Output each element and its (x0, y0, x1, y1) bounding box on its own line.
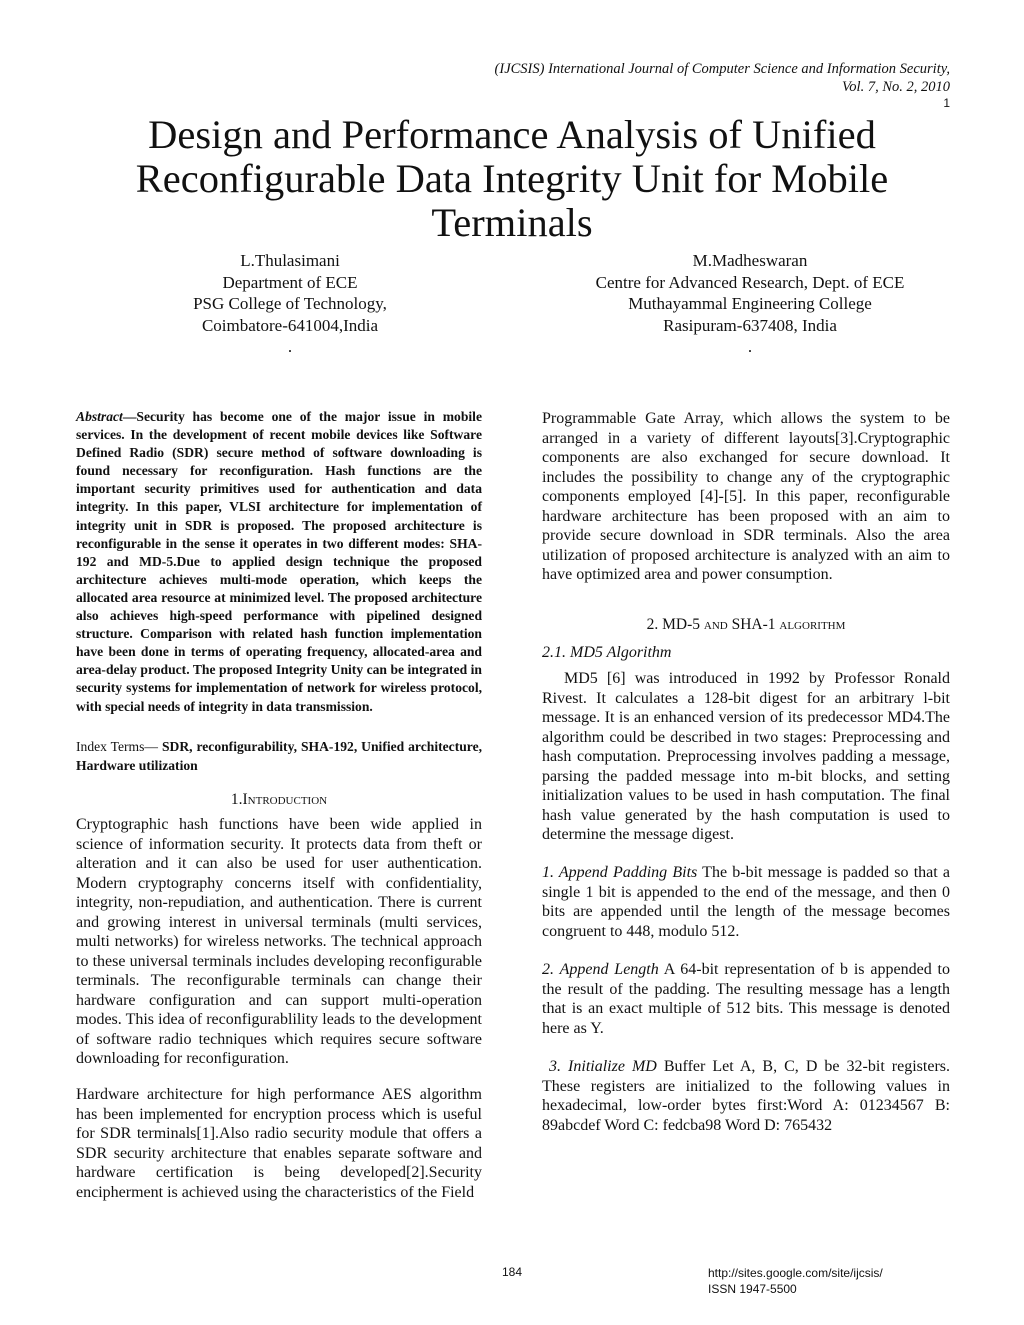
section-2-heading-part: 2. MD-5 (646, 616, 700, 633)
page-mark: 1 (943, 96, 950, 110)
author-department: Department of ECE (222, 272, 358, 292)
step-title: 2. Append Length (542, 961, 659, 978)
author-dot: . (287, 337, 293, 356)
index-terms-label: Index Terms— (76, 739, 159, 754)
step-title: 3. Initialize MD (549, 1058, 657, 1075)
subsection-heading: 2.1. MD5 Algorithm (542, 644, 672, 661)
step-append-length (542, 960, 950, 1038)
abstract-text: —Security has become one of the major issue in mobile services. In the development of recent mobile devices like Software Defined Radio (SDR) secure method of software downloading is found necessary for reconfiguration. Hash functions are the important security primitives used for authentication and data integrity. In this paper, VLSI architecture for implementation of integrity unit in SDR is proposed. The proposed architecture is reconfigurable in the sense it operates in two different modes: SHA-192 and MD-5.Due to applied design technique the proposed architecture achieves multi-mode operation, which keeps the allocated area resource at minimized level. The proposed architecture also achieves high-speed performance with pipelined designed structure. Comparison with related hash function implementation have been done in terms of operating frequency, allocated-area and area-delay product. The proposed Integrity Unity can be integrated in security systems for implementation of network for wireless protocol, with special needs of integrity in data transmission. (76, 409, 482, 714)
author-location: Rasipuram-637408, India (663, 315, 837, 335)
step-text: The b-bit message is padded so that a single 1 bit is appended to the end of the message, and then 0 bits are appended until the length of the message becomes congruent to 448, modulo 512. (542, 864, 951, 940)
author-name: M.Madheswaran (692, 251, 808, 270)
author-location: Coimbatore-641004,India (201, 315, 379, 335)
introduction-heading: 1.Introduction (230, 791, 328, 808)
author-institution: PSG College of Technology, (193, 294, 387, 313)
step-append-padding (542, 863, 950, 941)
footer-info (708, 1265, 948, 1297)
introduction-paragraph-1: Cryptographic hash functions have been wide applied in science of information security. It protects data from theft or alteration and it can also be used for user authentication. Modern cryptography concerns itself with confidentiality, integrity, non-repudiation, and authentication. There is current and growing interest in universal terminals (multi services, multi networks) for wireless networks. The technical approach to these universal terminals includes developing reconfigurable terminals. The reconfigurable terminals can change their hardware configuration and can support multi-operation modes. This idea of reconfigurablility leads to the development of software radio techniques which requires secure software downloading for reconfiguration. (76, 816, 482, 1067)
introduction-paragraph-2: Hardware architecture for high performance AES algorithm has been implemented for encryption process which is useful for SDR terminals[1].Also radio security module that offers a SDR security architecture that enables separate software and hardware certification is being developed[2].Security encipherment is achieved using the characteristics of the Field (76, 1086, 482, 1201)
abstract-label: Abstract (76, 409, 123, 424)
step-text: Buffer Let A, B, C, D be 32-bit registers. These registers are initialized to the following values in hexadecimal, low-order bytes first:Word A: 01234567 B: 89abcdef Word C: fedcba98 Word D: 765432 (542, 1058, 950, 1134)
author-block-1 (110, 250, 470, 358)
md5-paragraph-text: MD5 [6] was introduced in 1992 by Professor Ronald Rivest. It calculates a 128-bit digest for an arbitrary l-bit message. It is an enhanced version of its predecessor MD4.The algorithm could be described in two stages: Preprocessing and hash computation. Preprocessing involves padding a message, parsing the padded message into m-bit blocks, and setting initialization values to be used in hash computation. The final hash value generated by the hash computation is used to determine the message digest. (542, 670, 950, 843)
index-terms-list: SDR, reconfigurability, SHA-192, Unified architecture, Hardware utilization (76, 739, 482, 773)
author-dot: . (747, 337, 753, 356)
paper-title: Design and Performance Analysis of Unified Reconfigurable Data Integrity Unit for Mobile Terminals (135, 112, 889, 245)
md5-paragraph (542, 669, 950, 845)
page-number: 184 (501, 1265, 523, 1279)
journal-header (380, 60, 950, 96)
journal-volume: Vol. 7, No. 2, 2010 (842, 79, 950, 95)
section-2-heading-part: SHA-1 (731, 616, 776, 633)
step-title: 1. Append Padding Bits (542, 864, 698, 881)
abstract (76, 408, 482, 716)
author-block-2 (555, 250, 945, 358)
issn: ISSN 1947-5500 (708, 1282, 797, 1296)
step-text: A 64-bit representation of b is appended to the result of the padding. The resulting message has a length that is an exact multiple of 512 bits. This message is denoted here as Y. (542, 961, 950, 1037)
section-2-heading-part: algorithm (779, 616, 846, 633)
journal-name: (IJCSIS) International Journal of Computer Science and Information Security, (494, 61, 950, 77)
step-initialize-md (542, 1057, 950, 1135)
introduction-paragraph-3: Programmable Gate Array, which allows the system to be arranged in a variety of different layouts[3].Cryptographic components are also exchanged for secure download. It includes the possibility to change any of the cryptographic components employed [4]-[5]. In this paper, reconfigurable hardware architecture has been proposed with an aim to provide secure download in SDR terminals. Also the area utilization of proposed architecture is analyzed with an aim to have optimized area and power consumption. (542, 410, 950, 583)
index-terms (76, 738, 482, 775)
journal-url[interactable]: http://sites.google.com/site/ijcsis/ (708, 1266, 883, 1280)
section-2-heading (542, 615, 950, 635)
section-2-heading-part: and (703, 616, 728, 633)
author-department: Centre for Advanced Research, Dept. of ECE (595, 272, 905, 292)
author-institution: Muthayammal Engineering College (628, 294, 872, 313)
author-name: L.Thulasimani (240, 251, 340, 270)
